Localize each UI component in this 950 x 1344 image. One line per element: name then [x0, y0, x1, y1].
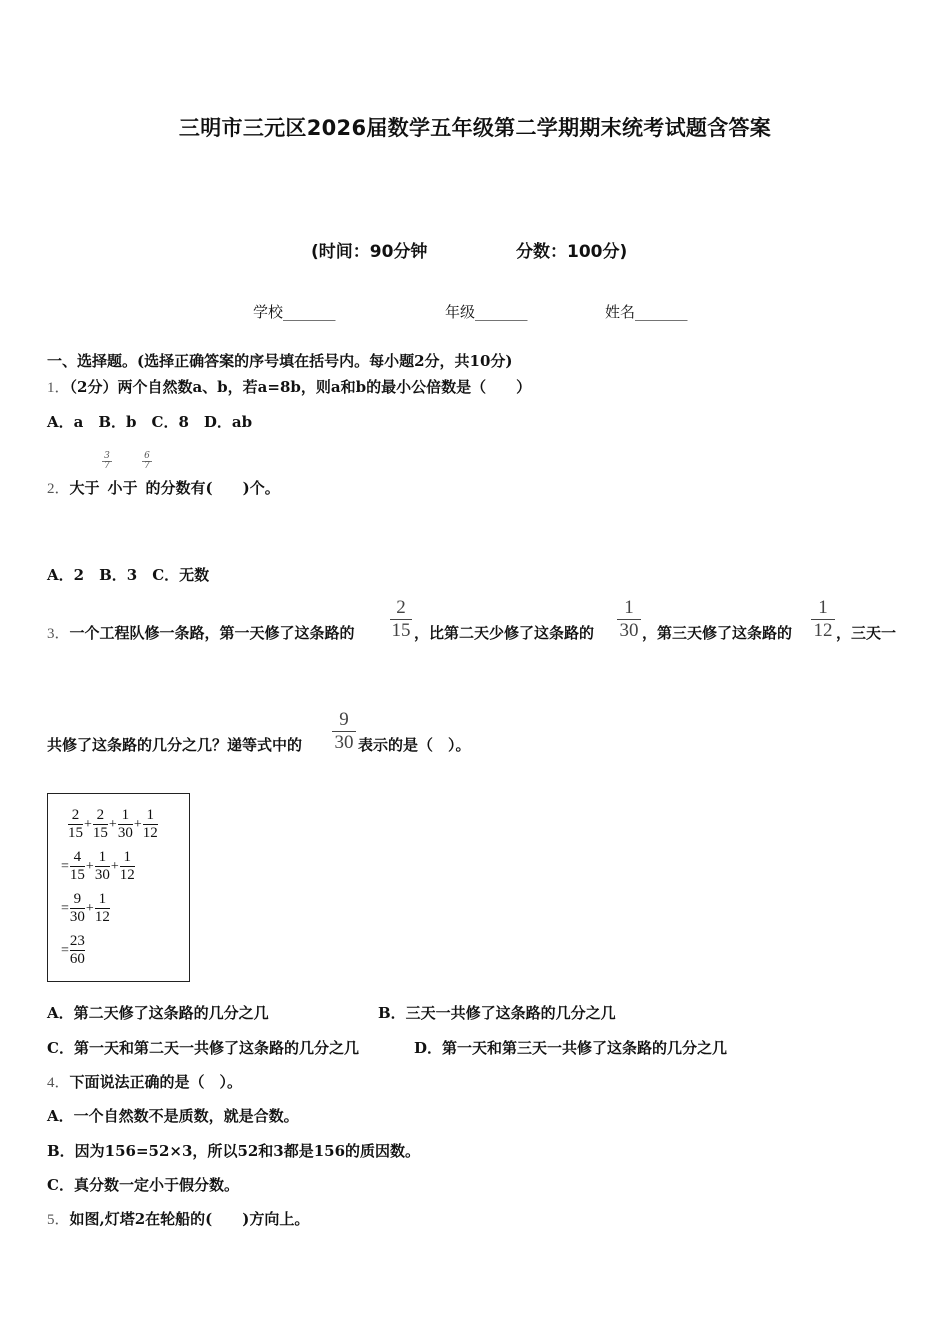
numerator: 1 — [818, 597, 828, 618]
denominator: 7 — [144, 461, 150, 471]
fraction-9-30 — [332, 710, 356, 753]
calc-fraction: $\frac{2}{15}$ — [68, 807, 83, 841]
calculation-box — [47, 793, 190, 982]
calc-row-3 — [60, 892, 110, 925]
question-text: 如图,灯塔2在轮船的( )方向上。 — [69, 1210, 310, 1228]
question-1-options: A．a B．b C．8 D．ab — [47, 413, 253, 431]
plus-sign: + — [110, 858, 119, 874]
q3-text-5: 共修了这条路的几分之几？递等式中的 — [47, 736, 303, 754]
numerator: 3 — [104, 451, 110, 461]
numerator: 1 — [624, 597, 634, 618]
equals-sign: = — [61, 942, 69, 958]
q4-option-c: C．真分数一定小于假分数。 — [47, 1176, 239, 1194]
calc-row-4 — [60, 934, 85, 967]
question-2 — [47, 477, 280, 498]
calc-fraction: $\frac{23}{60}$ — [69, 933, 85, 967]
q3-option-a: A．第二天修了这条路的几分之几 — [47, 1004, 269, 1022]
calc-fraction: $\frac{9}{30}$ — [69, 891, 85, 925]
question-2-options: A．2 B．3 C．无数 — [47, 566, 210, 584]
question-text: 下面说法正确的是（ ）。 — [69, 1073, 243, 1091]
question-1 — [47, 376, 531, 397]
calc-fraction: $\frac{2}{15}$ — [92, 807, 108, 841]
denominator: 15 — [391, 620, 411, 641]
calc-fraction: $\frac{4}{15}$ — [69, 849, 85, 883]
question-5 — [47, 1208, 309, 1229]
grade-field: 年级_______ — [445, 303, 528, 321]
plus-sign: + — [133, 816, 142, 832]
plus-sign: + — [85, 858, 94, 874]
fraction-3-7 — [102, 452, 112, 471]
question-number: 5． — [47, 1212, 70, 1228]
denominator: 12 — [813, 620, 833, 641]
denominator: 30 — [334, 732, 354, 753]
q4-option-a: A．一个自然数不是质数，就是合数。 — [47, 1107, 299, 1125]
question-3-line1 — [47, 622, 355, 643]
calc-fraction: $\frac{1}{30}$ — [117, 807, 133, 841]
plus-sign: + — [85, 900, 94, 916]
question-number: 2． — [47, 481, 70, 497]
calc-fraction: $\frac{1}{30}$ — [94, 849, 110, 883]
plus-sign: + — [108, 816, 117, 832]
q2-text-part1: 大于 — [69, 479, 100, 497]
question-number: 1． — [47, 380, 70, 396]
numerator: 2 — [396, 597, 406, 618]
calc-fraction: $\frac{1}{12}$ — [119, 849, 135, 883]
question-text: （2分）两个自然数a、b，若a=8b，则a和b的最小公倍数是（ ） — [69, 378, 532, 396]
denominator: 30 — [619, 620, 639, 641]
equals-sign: = — [61, 900, 69, 916]
q3-option-d: D．第一天和第三天一共修了这条路的几分之几 — [414, 1039, 728, 1057]
school-field: 学校_______ — [253, 303, 336, 321]
q4-option-b: B．因为156=52×3，所以52和3都是156的质因数。 — [47, 1142, 421, 1160]
fraction-2-15 — [390, 598, 412, 641]
section-heading: 一、选择题。(选择正确答案的序号填在括号内。每小题2分，共10分) — [47, 352, 513, 370]
exam-score: 分数：100分) — [516, 242, 628, 262]
q2-text-part3: 的分数有( )个。 — [145, 479, 280, 497]
plus-sign: + — [84, 816, 92, 832]
equals-sign: = — [61, 858, 69, 874]
q3-option-b: B．三天一共修了这条路的几分之几 — [378, 1004, 616, 1022]
document-title: 三明市三元区2026届数学五年级第二学期期末统考试题含答案 — [178, 116, 772, 140]
q3-text-1: 一个工程队修一条路，第一天修了这条路的 — [69, 624, 355, 642]
q3-text-2: ，比第二天少修了这条路的 — [414, 624, 595, 642]
exam-time: (时间：90分钟 — [311, 242, 428, 262]
numerator: 6 — [144, 451, 150, 461]
question-number: 3． — [47, 626, 70, 642]
fraction-1-30 — [617, 598, 641, 641]
fraction-6-7 — [142, 452, 152, 471]
q3-text-3: ，第三天修了这条路的 — [642, 624, 793, 642]
q3-text-6: 表示的是（ ）。 — [358, 736, 471, 754]
calc-fraction: $\frac{1}{12}$ — [142, 807, 158, 841]
question-number: 4． — [47, 1075, 70, 1091]
question-4 — [47, 1071, 242, 1092]
name-field: 姓名_______ — [605, 303, 688, 321]
q3-text-4: ，三天一 — [836, 624, 897, 642]
calc-row-1 — [68, 808, 158, 841]
q3-option-c: C．第一天和第二天一共修了这条路的几分之几 — [47, 1039, 359, 1057]
q2-text-part2: 小于 — [107, 479, 138, 497]
numerator: 9 — [339, 709, 349, 730]
calc-fraction: $\frac{1}{12}$ — [94, 891, 110, 925]
fraction-1-12 — [811, 598, 835, 641]
calc-row-2 — [60, 850, 135, 883]
denominator: 7 — [104, 461, 110, 471]
